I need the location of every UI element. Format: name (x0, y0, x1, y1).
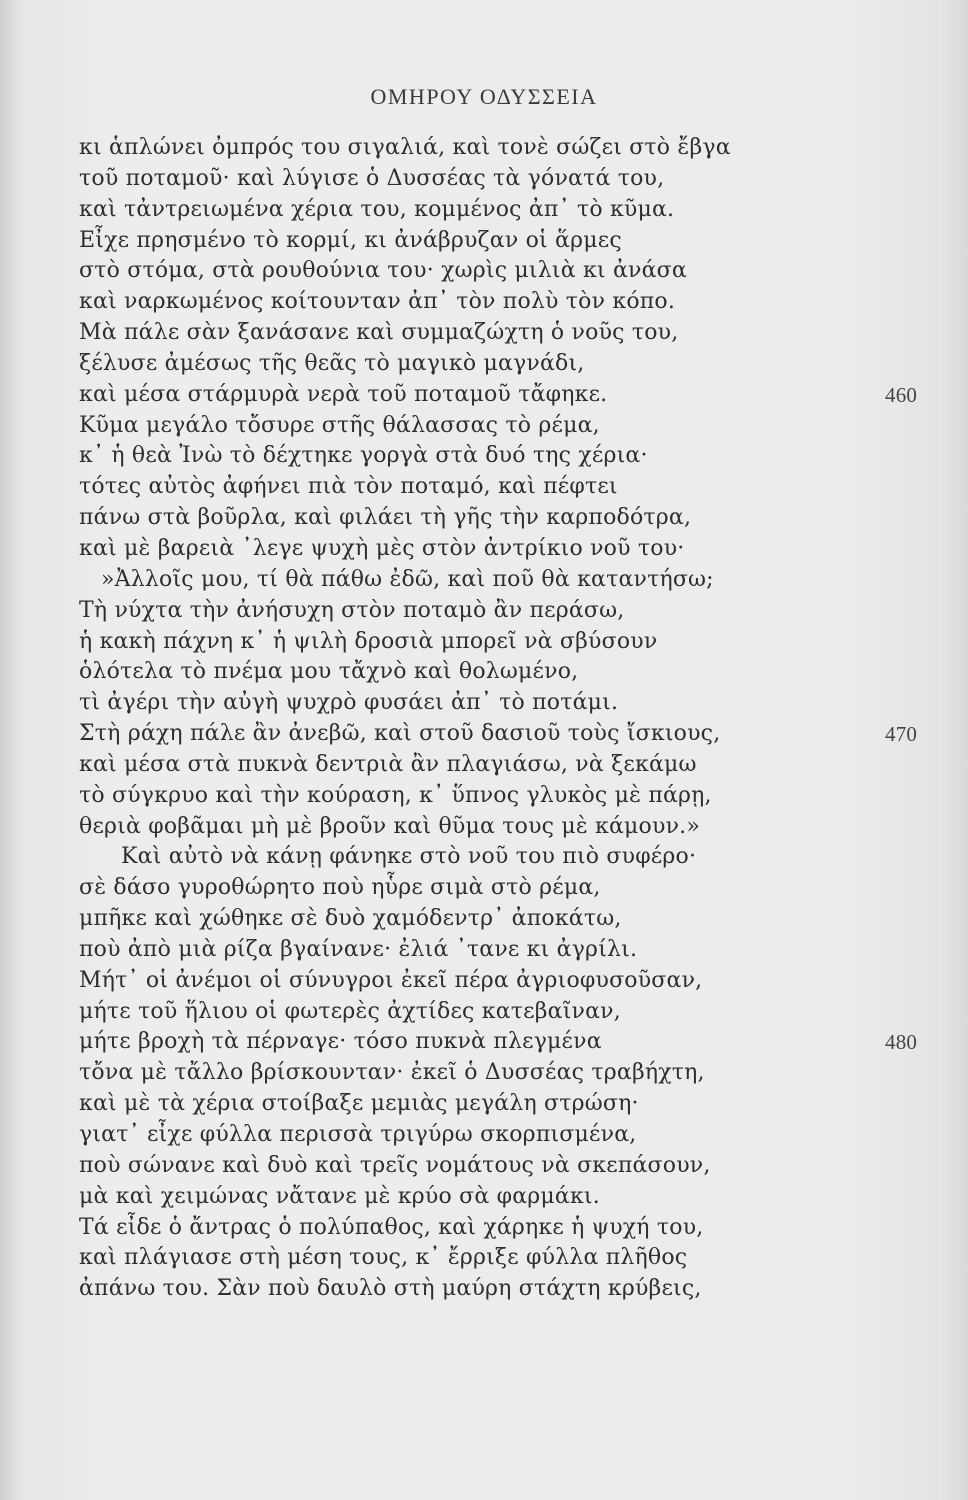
verse-line (79, 997, 879, 1028)
verse-line (79, 750, 879, 781)
line-number: 470 (885, 722, 918, 747)
verse-line (79, 133, 879, 164)
verse-text: Στὴ ράχη πάλε ἂν ἀνεβῶ, καὶ στοῦ δασιοῦ τοὺς ἴσκιους, (79, 721, 721, 747)
verse-text: μήτε βροχὴ τὰ πέρναγε· τόσο πυκνὰ πλεγμένα (79, 1029, 602, 1055)
verse-text: κ᾽ ἡ θεὰ Ἰνὼ τὸ δέχτηκε γοργὰ στὰ δυό της χέρια· (79, 443, 648, 469)
verse-text: Καὶ αὐτὸ νὰ κάνῃ φάνηκε στὸ νοῦ του πιὸ συφέρο· (121, 844, 697, 870)
verse-line (79, 226, 879, 257)
verse-line (79, 1151, 879, 1182)
line-number: 460 (885, 382, 918, 407)
verse-line (79, 904, 879, 935)
verse-line (79, 1089, 879, 1120)
verse-text: τὄνα μὲ τἄλλο βρίσκουνταν· ἐκεῖ ὁ Δυσσέας τραβήχτη, (79, 1060, 705, 1086)
verse-text: μήτε τοῦ ἥλιου οἱ φωτερὲς ἀχτίδες κατεβαῖναν, (79, 998, 621, 1024)
verse-text: μὰ καὶ χειμώνας νἄτανε μὲ κρύο σὰ φαρμάκι. (79, 1183, 600, 1209)
verse-text: καὶ μέσα στάρμυρὰ νερὰ τοῦ ποταμοῦ τἄφηκε. (79, 381, 608, 407)
verse-text: καὶ πλάγιασε στὴ μέση τους, κ᾽ ἔρριξε φύλλα πλῆθος (79, 1245, 688, 1271)
verse-text: ποὺ σώνανε καὶ δυὸ καὶ τρεῖς νομάτους νὰ σκεπάσουν, (79, 1152, 711, 1178)
verse-text: καὶ μὲ τὰ χέρια στοίβαξε μεμιὰς μεγάλη στρώση· (79, 1091, 639, 1117)
verse-text: Τά εἶδε ὁ ἄντρας ὁ πολύπαθος, καὶ χάρηκε ἡ ψυχή του, (79, 1214, 704, 1240)
verse-line (79, 842, 879, 873)
verse-text: καὶ μὲ βαρειὰ ᾽λεγε ψυχὴ μὲς στὸν ἀντρίκιο νοῦ του· (79, 535, 685, 561)
line-number: 480 (885, 1030, 918, 1055)
verse-line (79, 565, 879, 596)
verse-text: γιατ᾽ εἶχε φύλλα περισσὰ τριγύρω σκορπισμένα, (79, 1122, 637, 1147)
verse-line (79, 380, 918, 411)
verse-text: τότες αὐτὸς ἀφήνει πιὰ τὸν ποταμό, καὶ πέφτει (79, 474, 618, 500)
verse-line (79, 688, 879, 719)
verse-line (79, 812, 879, 843)
verse-text: πάνω στὰ βοῦρλα, καὶ φιλάει τὴ γῆς τὴν καρποδότρα, (79, 505, 692, 531)
verse-line (79, 873, 879, 904)
verse-line (79, 1274, 879, 1305)
verse-line (79, 781, 879, 812)
verse-line (79, 441, 879, 472)
verse-line (79, 318, 879, 349)
verse-line (79, 1120, 879, 1151)
verse-text: καὶ μέσα στὰ πυκνὰ δεντριὰ ἂν πλαγιάσω, νὰ ξεκάμω (79, 751, 697, 777)
verse-text: ξέλυσε ἀμέσως τῆς θεᾶς τὸ μαγικὸ μαγνάδι, (79, 350, 585, 376)
verse-text: μπῆκε καὶ χώθηκε σὲ δυὸ χαμόδεντρ᾽ ἀποκάτω, (79, 906, 622, 932)
verse-text: Μὰ πάλε σὰν ξανάσανε καὶ συμμαζώχτη ὁ νοῦς του, (79, 320, 679, 346)
verse-line (79, 195, 879, 226)
verse-text: Τὴ νύχτα τὴν ἀνήσυχη στὸν ποταμὸ ἂν περάσω, (79, 597, 625, 623)
verse-line (79, 164, 879, 195)
verse-line (79, 596, 879, 627)
verse-text: τὶ ἀγέρι τὴν αὐγὴ ψυχρὸ φυσάει ἀπ᾽ τὸ ποτάμι. (79, 690, 619, 716)
verse-text: Μήτ᾽ οἱ ἀνέμοι οἱ σύνυγροι ἐκεῖ πέρα ἀγριοφυσοῦσαν, (79, 967, 703, 993)
verse-line (79, 1182, 879, 1213)
verse-line (79, 966, 879, 997)
verse-line (79, 256, 879, 287)
verse-text: τοῦ ποταμοῦ· καὶ λύγισε ὁ Δυσσέας τὰ γόνατά του, (79, 165, 665, 191)
verse-text: σὲ δάσο γυροθώρητο ποὺ ηὗρε σιμὰ στὸ ρέμα, (79, 875, 601, 901)
verse-text: Κῦμα μεγάλο τὄσυρε στῆς θάλασσας τὸ ρέμα, (79, 412, 600, 438)
verse-line (79, 472, 879, 503)
verse-line (79, 503, 879, 534)
verse-line (79, 534, 879, 565)
verse-text: ὁλότελα τὸ πνέμα μου τἄχνὸ καὶ θολωμένο, (79, 659, 579, 685)
verse-line (79, 1213, 879, 1244)
verse-line (79, 719, 918, 750)
verse-text: ἀπάνω του. Σὰν ποὺ δαυλὸ στὴ μαύρη στάχτη κρύβεις, (79, 1276, 702, 1302)
verse-line (79, 657, 879, 688)
verse-line (79, 349, 879, 380)
verse-text: θεριὰ φοβᾶμαι μὴ μὲ βροῦν καὶ θῦμα τους μὲ κάμουν.» (79, 813, 701, 839)
verse-text: ἡ κακὴ πάχνη κ᾽ ἡ ψιλὴ δροσιὰ μπορεῖ νὰ σβύσουν (79, 628, 658, 654)
verse-line (79, 1243, 879, 1274)
verse-text: στὸ στόμα, στὰ ρουθούνια του· χωρὶς μιλιὰ κι ἀνάσα (79, 258, 687, 284)
verse-text: καὶ τἀντρειωμένα χέρια του, κομμένος ἀπ᾽ τὸ κῦμα. (79, 196, 675, 222)
verse-line (79, 627, 879, 658)
verse-line (79, 935, 879, 966)
verse-list (79, 133, 918, 1305)
verse-text: κι ἁπλώνει ὀμπρός του σιγαλιά, καὶ τονὲ σώζει στὸ ἔβγα (79, 135, 731, 160)
verse-text: Εἶχε πρησμένο τὸ κορμί, κι ἀνάβρυζαν οἱ ἅρμες (79, 227, 622, 253)
verse-line (79, 1027, 918, 1058)
verse-text: ποὺ ἀπὸ μιὰ ρίζα βγαίνανε· ἐλιά ᾽τανε κι ἀγρίλι. (79, 936, 638, 962)
verse-text: καὶ ναρκωμένος κοίτουνταν ἀπ᾽ τὸν πολὺ τὸν κόπο. (79, 289, 676, 315)
verse-text: »Ἀλλοῖς μου, τί θὰ πάθω ἐδῶ, καὶ ποῦ θὰ καταντήσω; (101, 566, 714, 592)
verse-line (79, 1058, 879, 1089)
verse-line (79, 411, 879, 442)
verse-line (79, 287, 879, 318)
running-header: ΟΜΗΡΟΥ ΟΔΥΣΣΕΙΑ (370, 84, 598, 109)
verse-text: τὸ σύγκρυο καὶ τὴν κούραση, κ᾽ ὕπνος γλυκὸς μὲ πάρῃ, (79, 782, 712, 808)
